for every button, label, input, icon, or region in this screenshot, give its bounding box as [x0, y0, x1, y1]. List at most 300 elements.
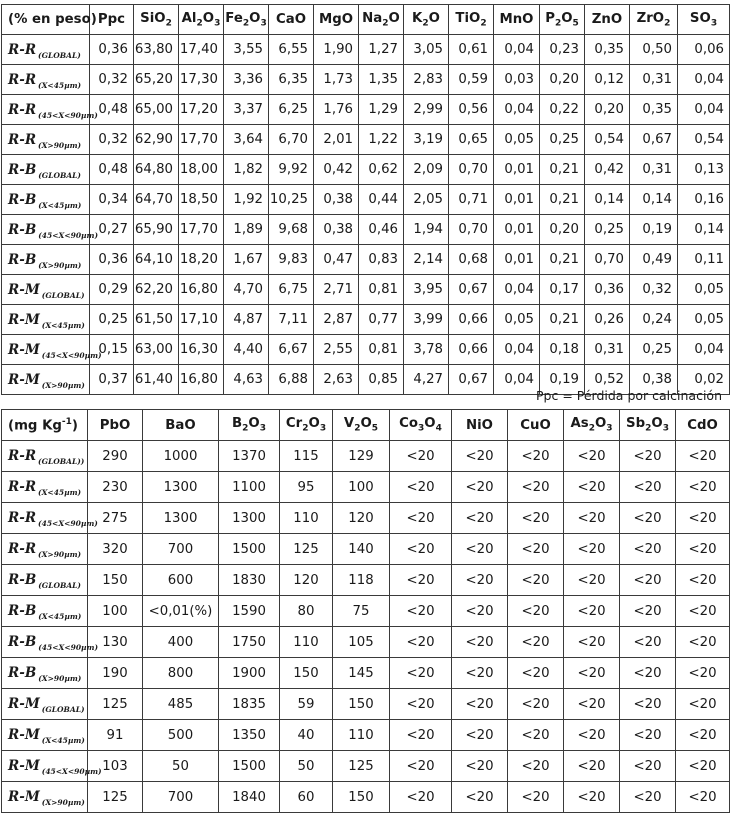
column-header	[269, 5, 314, 35]
table-cell: 0,67	[449, 365, 494, 395]
table-cell: <20	[564, 658, 620, 689]
sample-code: R-R	[8, 41, 37, 58]
table-cell: 0,70	[449, 155, 494, 185]
sample-code: R-R	[8, 131, 37, 148]
table-cell: 2,14	[404, 245, 449, 275]
header-superscript: -1	[61, 416, 72, 427]
table-cell: 0,54	[585, 125, 630, 155]
table-cell: <20	[508, 751, 564, 782]
table-cell: 110	[280, 503, 333, 534]
sample-fraction: (X>90µm)	[38, 674, 82, 683]
sample-code: R-R	[8, 71, 37, 88]
table-cell: 6,88	[269, 365, 314, 395]
table-cell: 0,32	[90, 65, 134, 95]
header-subscript: 5	[371, 423, 379, 434]
table-cell: 0,25	[630, 335, 678, 365]
table-cell: 6,35	[269, 65, 314, 95]
table-cell: 0,14	[585, 185, 630, 215]
header-text: O	[424, 416, 436, 432]
table-cell: <20	[676, 627, 730, 658]
table-cell: 1750	[219, 627, 280, 658]
table-cell: 103	[88, 751, 143, 782]
table-row	[2, 534, 730, 565]
table-cell: 4,27	[404, 365, 449, 395]
table-cell: <20	[676, 658, 730, 689]
column-header	[359, 5, 404, 35]
table-cell: 0,56	[449, 95, 494, 125]
sample-label	[2, 565, 88, 596]
table-cell: <20	[564, 720, 620, 751]
table-cell: 1,82	[224, 155, 269, 185]
column-header	[404, 5, 449, 35]
table-cell: <20	[452, 565, 508, 596]
table-cell: 40	[280, 720, 333, 751]
table-cell: 0,31	[585, 335, 630, 365]
sample-fraction: (X<45µm)	[41, 320, 85, 330]
sample-code: R-R	[8, 479, 37, 495]
table-cell: 17,20	[179, 95, 224, 125]
table-cell: 3,19	[404, 125, 449, 155]
column-header	[678, 5, 730, 35]
table-cell: <20	[564, 751, 620, 782]
table-cell: 0,21	[540, 305, 585, 335]
column-header	[179, 5, 224, 35]
table-row	[2, 627, 730, 658]
header-subscript: 2	[242, 423, 249, 434]
column-header	[88, 410, 143, 441]
table-cell: 0,50	[630, 35, 678, 65]
table-cell: 275	[88, 503, 143, 534]
header-text: O	[248, 416, 260, 432]
table-cell: 150	[88, 565, 143, 596]
header-subscript: 2	[664, 18, 671, 29]
sample-code: R-B	[8, 634, 37, 650]
header-subscript: 3	[418, 423, 425, 434]
table-cell: 2,71	[314, 275, 359, 305]
table-cell: <20	[620, 720, 676, 751]
sample-fraction: (45<X<90µm)	[38, 643, 99, 652]
trace-oxide-table	[1, 409, 730, 813]
sample-label	[2, 215, 99, 245]
table-cell: <20	[508, 565, 564, 596]
table-cell: <20	[390, 596, 452, 627]
sample-code: R-M	[8, 758, 40, 774]
table-cell: 230	[88, 472, 143, 503]
table-cell: 1,92	[224, 185, 269, 215]
header-text: PbO	[99, 417, 131, 433]
header-text: As	[570, 416, 589, 432]
sample-label	[2, 534, 88, 565]
header-text: O	[594, 416, 607, 432]
sample-fraction: (X>90µm)	[38, 550, 82, 559]
table-cell: 1100	[219, 472, 280, 503]
table-cell: 0,31	[630, 155, 678, 185]
table-cell: 1,89	[224, 215, 269, 245]
table-cell: 140	[333, 534, 390, 565]
table-cell: 2,83	[404, 65, 449, 95]
table-cell: 6,55	[269, 35, 314, 65]
table-row	[2, 335, 730, 365]
sample-fraction: (45<X<90µm)	[38, 230, 99, 240]
table-cell: 2,09	[404, 155, 449, 185]
table-cell: 63,00	[134, 335, 179, 365]
header-subscript: 2	[242, 18, 250, 29]
table-cell: 0,66	[449, 335, 494, 365]
sample-fraction: (45<X<90µm)	[38, 519, 98, 528]
table-cell: 0,32	[90, 125, 134, 155]
table-cell: 9,68	[269, 215, 314, 245]
column-header	[333, 410, 390, 441]
table-cell: 0,04	[494, 365, 540, 395]
table-cell: 0,31	[630, 65, 678, 95]
table-cell: 65,00	[134, 95, 179, 125]
table-cell: <20	[620, 627, 676, 658]
header-text: O	[561, 10, 573, 26]
column-header	[2, 5, 97, 35]
table-cell: 0,20	[540, 65, 585, 95]
table-cell: 0,19	[630, 215, 678, 245]
table-cell: 17,70	[179, 215, 224, 245]
table-cell: <20	[676, 503, 730, 534]
table-cell: 125	[88, 689, 143, 720]
column-header	[508, 410, 564, 441]
table-cell: <20	[508, 720, 564, 751]
table-cell: <20	[620, 689, 676, 720]
table-row	[2, 65, 730, 95]
table-cell: 61,40	[134, 365, 179, 395]
table-cell: 500	[143, 720, 219, 751]
sample-label	[2, 472, 88, 503]
table-cell: 0,01	[494, 185, 540, 215]
table-cell: <20	[390, 782, 452, 813]
table-cell: 95	[280, 472, 333, 503]
table-cell: 1300	[219, 503, 280, 534]
sample-fraction: (GLOBAL)	[41, 290, 85, 300]
table-cell: <20	[452, 689, 508, 720]
table-cell: 62,20	[134, 275, 179, 305]
table-cell: 0,21	[540, 155, 585, 185]
table-cell: 0,16	[678, 185, 730, 215]
header-subscript: 3	[710, 18, 718, 29]
table-cell: 3,99	[404, 305, 449, 335]
table-cell: <20	[676, 441, 730, 472]
table-cell: 118	[333, 565, 390, 596]
table-cell: 0,20	[585, 95, 630, 125]
header-text: )	[71, 418, 78, 434]
table-cell: <20	[508, 782, 564, 813]
table-cell: 1350	[219, 720, 280, 751]
sample-code: R-M	[8, 281, 40, 298]
table-cell: 0,25	[540, 125, 585, 155]
table-cell: 0,35	[630, 95, 678, 125]
sample-code: R-B	[8, 665, 37, 681]
table-cell: 1,94	[404, 215, 449, 245]
table-cell: 0,38	[314, 215, 359, 245]
sample-fraction: (X>90µm)	[41, 380, 85, 390]
table-cell: 3,37	[224, 95, 269, 125]
header-text: O	[308, 416, 320, 432]
table-cell: <20	[620, 534, 676, 565]
column-header	[620, 410, 676, 441]
sample-code: R-B	[8, 191, 37, 208]
table-cell: 64,10	[134, 245, 179, 275]
column-header	[585, 5, 630, 35]
table-cell: 9,92	[269, 155, 314, 185]
sample-fraction: (GLOBAL)	[38, 50, 81, 60]
table-cell: <20	[676, 689, 730, 720]
table-cell: 0,49	[630, 245, 678, 275]
table-cell: 16,80	[179, 275, 224, 305]
table-cell: 0,13	[678, 155, 730, 185]
table-cell: 59	[280, 689, 333, 720]
table-cell: 7,11	[269, 305, 314, 335]
table-cell: 0,67	[449, 275, 494, 305]
table-cell: 17,40	[179, 35, 224, 65]
header-text: P	[545, 10, 555, 26]
table-cell: <20	[390, 720, 452, 751]
table-cell: 0,19	[540, 365, 585, 395]
table-row	[2, 305, 730, 335]
table-cell: 1,35	[359, 65, 404, 95]
table-cell: 800	[143, 658, 219, 689]
table-row	[2, 275, 730, 305]
table-cell: <20	[620, 782, 676, 813]
table-row	[2, 596, 730, 627]
table-cell: 0,27	[90, 215, 134, 245]
table-cell: 485	[143, 689, 219, 720]
table-cell: 700	[143, 782, 219, 813]
table-cell: 50	[143, 751, 219, 782]
table-cell: 129	[333, 441, 390, 472]
table-cell: <20	[390, 472, 452, 503]
table-cell: 120	[280, 565, 333, 596]
sample-fraction: (GLOBAL)	[38, 170, 81, 180]
table-cell: 1,90	[314, 35, 359, 65]
header-text: MnO	[499, 12, 534, 27]
table-cell: 0,15	[90, 335, 134, 365]
header-text: O	[249, 10, 261, 26]
header-text: O	[651, 416, 663, 432]
header-text: Al	[181, 10, 197, 26]
table-cell: 0,20	[540, 215, 585, 245]
table-cell: 150	[333, 782, 390, 813]
table-cell: 18,00	[179, 155, 224, 185]
table-cell: 2,99	[404, 95, 449, 125]
table-cell: 110	[333, 720, 390, 751]
table-cell: 0,81	[359, 275, 404, 305]
table-cell: 64,70	[134, 185, 179, 215]
table-cell: 0,38	[630, 365, 678, 395]
table-cell: <20	[390, 658, 452, 689]
table-row	[2, 245, 730, 275]
header-text: (% en peso)	[8, 12, 97, 27]
sample-fraction: (X<45µm)	[38, 200, 82, 210]
table-cell: <20	[508, 503, 564, 534]
table-cell: <20	[508, 627, 564, 658]
header-subscript: 2	[382, 18, 389, 29]
header-subscript: 2	[165, 18, 172, 29]
header-text: (mg Kg	[8, 418, 62, 434]
table-cell: <20	[564, 503, 620, 534]
table-cell: 3,64	[224, 125, 269, 155]
table-cell: 0,25	[90, 305, 134, 335]
table-cell: 0,14	[678, 215, 730, 245]
table-cell: 65,20	[134, 65, 179, 95]
table-cell: <20	[452, 658, 508, 689]
header-subscript: 2	[554, 18, 562, 29]
table-cell: 0,83	[359, 245, 404, 275]
sample-fraction: (X<45µm)	[38, 80, 82, 90]
table-cell: <20	[564, 689, 620, 720]
table-cell: 16,80	[179, 365, 224, 395]
sample-label	[2, 720, 88, 751]
table-cell: 17,30	[179, 65, 224, 95]
header-subscript: 2	[645, 423, 652, 434]
table-cell: 3,78	[404, 335, 449, 365]
sample-code: R-R	[8, 541, 37, 557]
table-cell: 1,73	[314, 65, 359, 95]
table-cell: 3,55	[224, 35, 269, 65]
table-cell: <20	[620, 441, 676, 472]
table-cell: <20	[508, 658, 564, 689]
table-row	[2, 185, 730, 215]
table-cell: 1500	[219, 534, 280, 565]
sample-code: R-B	[8, 603, 37, 619]
sample-label	[2, 125, 90, 155]
column-header	[224, 5, 269, 35]
table-cell: 100	[88, 596, 143, 627]
sample-label	[2, 365, 90, 395]
table-cell: 145	[333, 658, 390, 689]
sample-label	[2, 782, 88, 813]
table-cell: 105	[333, 627, 390, 658]
footnote: Ppc = Pérdida por calcinación	[536, 388, 722, 403]
table-header-row	[2, 5, 730, 35]
table-cell: 0,12	[585, 65, 630, 95]
column-header	[630, 5, 678, 35]
table-cell: 4,87	[224, 305, 269, 335]
table-cell: <20	[676, 751, 730, 782]
table-cell: <20	[620, 596, 676, 627]
header-text: Fe	[225, 10, 243, 26]
table-cell: 0,25	[585, 215, 630, 245]
table-cell: 125	[88, 782, 143, 813]
table-cell: 75	[333, 596, 390, 627]
table-cell: <20	[620, 472, 676, 503]
table-cell: <20	[620, 565, 676, 596]
table-cell: 0,26	[585, 305, 630, 335]
sample-fraction: (GLOBAL)	[38, 581, 81, 590]
table-cell: 0,61	[449, 35, 494, 65]
table-cell: <20	[564, 782, 620, 813]
table-cell: 80	[280, 596, 333, 627]
sample-code: R-R	[8, 448, 37, 464]
table-cell: <20	[452, 503, 508, 534]
table-cell: 1,67	[224, 245, 269, 275]
table-cell: <20	[676, 565, 730, 596]
table-cell: 320	[88, 534, 143, 565]
table-row	[2, 95, 730, 125]
header-subscript: 3	[319, 423, 327, 434]
table-cell: <20	[508, 534, 564, 565]
table-cell: 0,36	[585, 275, 630, 305]
sample-code: R-M	[8, 371, 40, 388]
table-row	[2, 720, 730, 751]
table-cell: 0,14	[630, 185, 678, 215]
table-cell: <20	[508, 472, 564, 503]
table-cell: <20	[452, 782, 508, 813]
header-text: Na	[362, 10, 383, 26]
sample-code: R-B	[8, 161, 37, 178]
table-cell: <20	[564, 534, 620, 565]
table-row	[2, 782, 730, 813]
table-cell: 0,21	[540, 185, 585, 215]
table-cell: 0,65	[449, 125, 494, 155]
table-cell: <20	[452, 751, 508, 782]
table-cell: 1500	[219, 751, 280, 782]
sample-label	[2, 627, 99, 658]
table-cell: 2,01	[314, 125, 359, 155]
table-cell: 62,90	[134, 125, 179, 155]
table-cell: 1000	[143, 441, 219, 472]
header-subscript: 3	[259, 423, 266, 434]
header-text: Cr	[285, 416, 303, 432]
header-subscript: 2	[588, 423, 595, 434]
sample-label	[2, 95, 98, 125]
table-cell: 700	[143, 534, 219, 565]
table-cell: <20	[390, 689, 452, 720]
table-cell: 17,10	[179, 305, 224, 335]
table-cell: 400	[143, 627, 219, 658]
table-cell: 18,20	[179, 245, 224, 275]
table-cell: 0,48	[90, 155, 134, 185]
header-subscript: 3	[214, 18, 221, 29]
table-row	[2, 751, 730, 782]
table-cell: 0,03	[494, 65, 540, 95]
table-cell: 2,05	[404, 185, 449, 215]
sample-code: R-M	[8, 696, 40, 712]
table-cell: 9,83	[269, 245, 314, 275]
header-subscript: 5	[572, 18, 579, 29]
header-subscript: 2	[302, 423, 309, 434]
sample-code: R-M	[8, 789, 40, 805]
table-cell: 0,04	[678, 335, 730, 365]
header-text: MgO	[318, 12, 354, 27]
table-cell: 150	[333, 689, 390, 720]
sample-fraction: (45<X<90µm)	[41, 767, 102, 776]
table-cell: 1300	[143, 503, 219, 534]
table-cell: 0,04	[494, 335, 540, 365]
table-cell: 290	[88, 441, 143, 472]
header-text: O	[388, 10, 400, 26]
table-cell: 65,90	[134, 215, 179, 245]
header-subscript: 2	[480, 18, 487, 29]
table-cell: 100	[333, 472, 390, 503]
table-row	[2, 155, 730, 185]
sample-fraction: (GLOBAL))	[38, 457, 85, 466]
sample-label	[2, 596, 88, 627]
table-cell: 0,70	[449, 215, 494, 245]
sample-fraction: (X<45µm)	[38, 612, 82, 621]
table-cell: <20	[564, 472, 620, 503]
table-cell: 120	[333, 503, 390, 534]
sample-code: R-B	[8, 221, 37, 238]
table-cell: 0,05	[678, 305, 730, 335]
sample-fraction: (X>90µm)	[38, 260, 82, 270]
table-cell: 2,87	[314, 305, 359, 335]
table-cell: <20	[390, 534, 452, 565]
table-cell: <20	[676, 596, 730, 627]
